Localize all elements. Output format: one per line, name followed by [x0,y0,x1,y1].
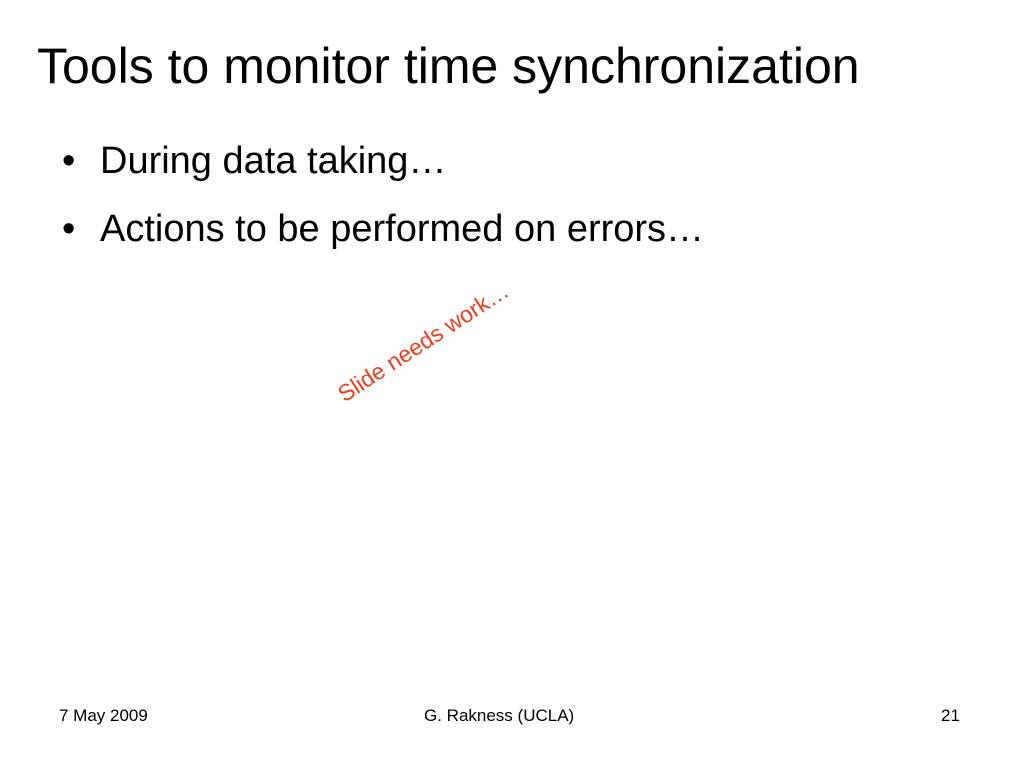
bullet-marker: • [62,140,76,182]
footer-author: G. Rakness (UCLA) [424,706,575,725]
bullet-item [62,206,704,252]
bullet-text: During data taking… [100,140,447,182]
footer-date: 7 May 2009 [59,706,148,725]
footer-page-number: 21 [941,706,960,725]
bullet-list [62,138,704,274]
bullet-text: Actions to be performed on errors… [100,208,705,250]
slide-needs-work-note: Slide needs work… [332,277,514,407]
bullet-marker: • [62,208,76,250]
slide-title: Tools to monitor time synchronization [37,38,860,94]
bullet-item [62,138,704,184]
